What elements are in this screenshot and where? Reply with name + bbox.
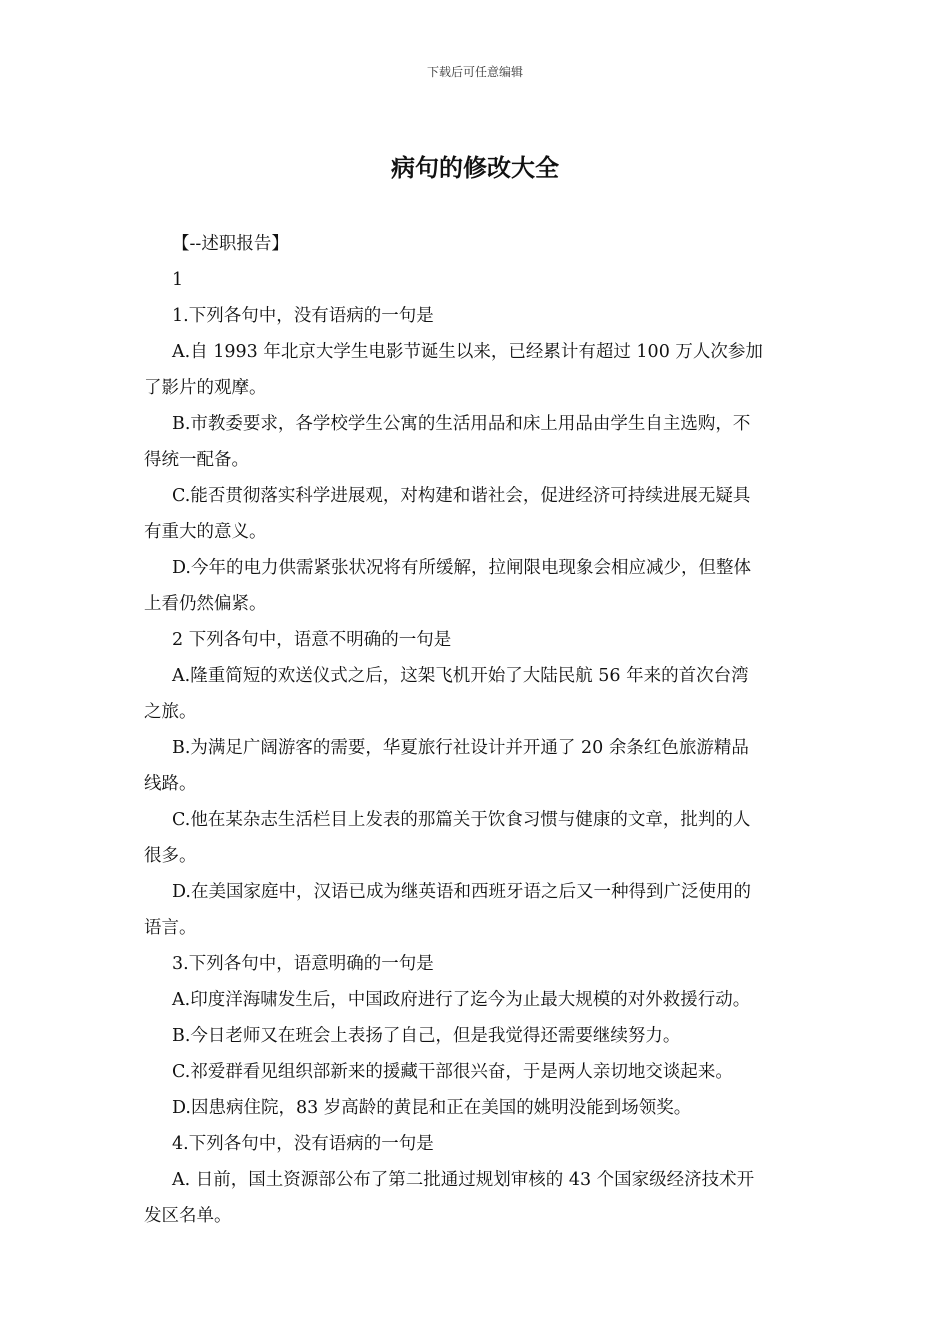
question-1-option-d: D.今年的电力供需紧张状况将有所缓解，拉闸限电现象会相应减少，但整体	[172, 558, 751, 578]
question-1-option-b: B.市教委要求，各学校学生公寓的生活用品和床上用品由学生自主选购，不	[172, 414, 751, 434]
question-2-option-b-continued: 线路。	[144, 774, 197, 794]
header-note: 下载后可任意编辑	[426, 65, 523, 79]
question-2-option-b: B.为满足广阔游客的需要，华夏旅行社设计并开通了 20 余条红色旅游精品	[172, 738, 749, 758]
question-3-option-a: A.印度洋海啸发生后，中国政府进行了迄今为止最大规模的对外救援行动。	[172, 990, 751, 1010]
document-title: 病句的修改大全	[391, 154, 559, 182]
question-2-option-c: C.他在某杂志生活栏目上发表的那篇关于饮食习惯与健康的文章，批判的人	[172, 810, 751, 830]
question-4-option-a-continued: 发区名单。	[144, 1206, 232, 1226]
question-3-option-c: C.祁爱群看见组织部新来的援藏干部很兴奋，于是两人亲切地交谈起来。	[172, 1062, 733, 1082]
question-1-option-c-continued: 有重大的意义。	[144, 522, 267, 542]
question-2-option-d: D.在美国家庭中，汉语已成为继英语和西班牙语之后又一种得到广泛使用的	[172, 882, 751, 902]
section-label: 【--述职报告】	[172, 234, 289, 254]
question-3-stem: 3.下列各句中，语意明确的一句是	[172, 954, 434, 974]
question-3-option-b: B.今日老师又在班会上表扬了自己，但是我觉得还需要继续努力。	[172, 1026, 681, 1046]
question-1-option-a: A.自 1993 年北京大学生电影节诞生以来，已经累计有超过 100 万人次参加	[172, 342, 763, 362]
question-2-option-a: A.隆重简短的欢送仪式之后，这架飞机开始了大陆民航 56 年来的首次台湾	[172, 666, 749, 686]
question-4-stem: 4.下列各句中，没有语病的一句是	[172, 1134, 434, 1154]
question-2-option-c-continued: 很多。	[144, 846, 197, 866]
question-3-option-d: D.因患病住院，83 岁高龄的黄昆和正在美国的姚明没能到场领奖。	[172, 1098, 692, 1118]
question-1-option-d-continued: 上看仍然偏紧。	[144, 594, 267, 614]
question-2-stem: 2 下列各句中，语意不明确的一句是	[172, 630, 452, 650]
question-1-option-a-continued: 了影片的观摩。	[144, 378, 267, 398]
question-1-option-c: C.能否贯彻落实科学进展观，对构建和谐社会，促进经济可持续进展无疑具	[172, 486, 751, 506]
question-1-stem: 1.下列各句中，没有语病的一句是	[172, 306, 434, 326]
question-1-option-b-continued: 得统一配备。	[144, 450, 249, 470]
question-2-option-d-continued: 语言。	[144, 918, 197, 938]
section-number: 1	[172, 270, 184, 290]
document-body	[144, 226, 808, 1234]
question-2-option-a-continued: 之旅。	[144, 702, 197, 722]
question-4-option-a: A. 日前，国土资源部公布了第二批通过规划审核的 43 个国家级经济技术开	[172, 1170, 755, 1190]
